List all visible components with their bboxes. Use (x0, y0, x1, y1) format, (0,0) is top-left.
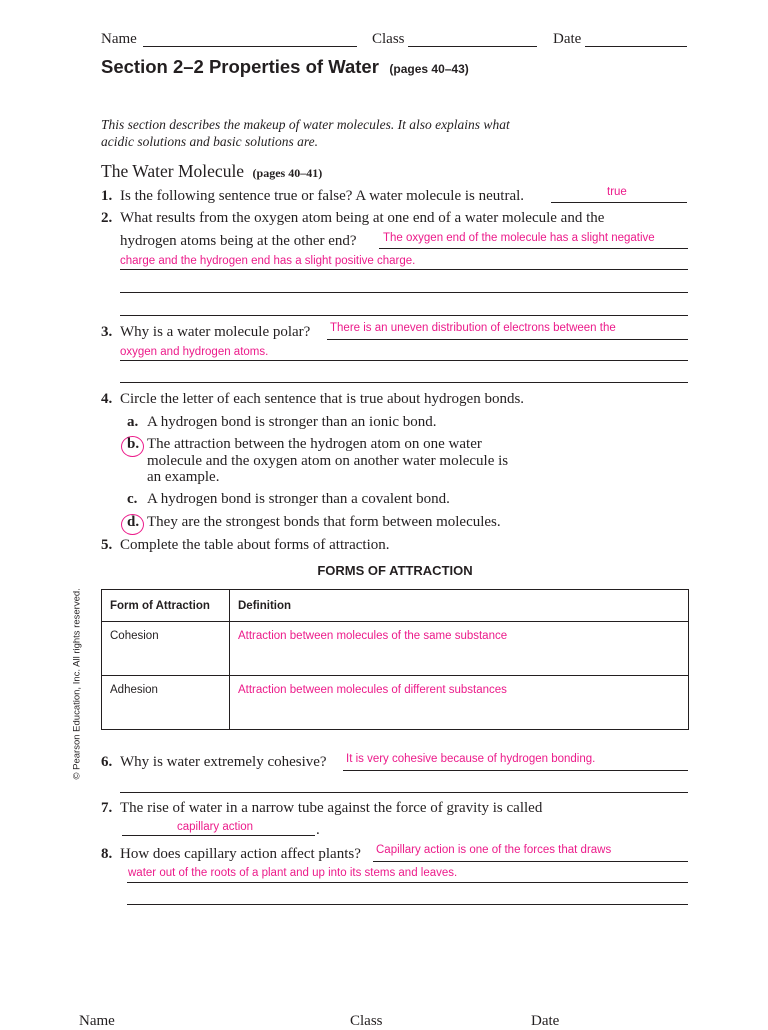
q2-number: 2. (101, 210, 113, 226)
q1-answer: true (607, 186, 627, 198)
class-label: Class (372, 31, 405, 47)
q5-text: Complete the table about forms of attraction. (120, 537, 390, 553)
q7-number: 7. (101, 800, 113, 816)
q7-text: The rise of water in a narrow tube against the force of gravity is called (120, 800, 543, 816)
q3-answer-line-2-text: oxygen and hydrogen atoms. (120, 346, 269, 358)
q8-answer-line-1-text: Capillary action is one of the forces that draws (376, 844, 612, 856)
section-pages: (pages 40–43) (389, 62, 469, 76)
table-header-row (102, 590, 689, 622)
copyright-notice: © Pearson Education, Inc. All rights reserved. (71, 588, 83, 780)
q4-option-c-letter[interactable]: c. (127, 491, 138, 507)
class-field[interactable] (408, 46, 537, 47)
date-label: Date (553, 31, 582, 47)
footer-date-label: Date (531, 1013, 560, 1029)
subsection-title-text: The Water Molecule (101, 161, 245, 181)
q2-answer-line-2[interactable] (120, 269, 688, 270)
section-title (101, 56, 469, 78)
q6-answer-line-2[interactable] (120, 792, 688, 793)
footer-name-label: Name (79, 1013, 115, 1029)
table-header-form: Form of Attraction (102, 590, 230, 622)
q2-answer-line-4[interactable] (120, 315, 688, 316)
intro-line-2: acidic solutions and basic solutions are. (101, 134, 318, 149)
q1-answer-line[interactable] (551, 202, 687, 203)
table-cell-form: Adhesion (102, 676, 230, 730)
q2-answer-line-2-text: charge and the hydrogen end has a slight positive charge. (120, 255, 416, 267)
q4-option-b-text-line-3: an example. (147, 469, 220, 485)
table-header-definition: Definition (230, 590, 689, 622)
q2-answer-line-3[interactable] (120, 292, 688, 293)
table-row (102, 676, 689, 730)
table-title: FORMS OF ATTRACTION (317, 563, 473, 578)
q8-text: How does capillary action affect plants? (120, 846, 361, 862)
footer-class-label: Class (350, 1013, 383, 1029)
subsection-title (101, 161, 322, 182)
name-field[interactable] (143, 46, 357, 47)
q3-answer-line-3[interactable] (120, 382, 688, 383)
q4-option-a-letter[interactable]: a. (127, 414, 139, 430)
q4-option-b-letter[interactable]: b. (127, 436, 140, 452)
intro-line-1: This section describes the makeup of water molecules. It also explains what (101, 117, 510, 132)
q4-text: Circle the letter of each sentence that is true about hydrogen bonds. (120, 391, 525, 407)
date-field[interactable] (585, 46, 687, 47)
q3-answer-line-1[interactable] (327, 339, 688, 340)
q4-option-d-letter[interactable]: d. (127, 514, 140, 530)
q4-option-d-text: They are the strongest bonds that form between molecules. (147, 514, 501, 530)
q7-answer-line[interactable] (122, 835, 315, 836)
q4-number: 4. (101, 391, 113, 407)
q3-answer-line-2[interactable] (120, 360, 688, 361)
q4-option-c-text: A hydrogen bond is stronger than a covalent bond. (147, 491, 450, 507)
table-cell-form: Cohesion (102, 622, 230, 676)
q2-text-line-1: What results from the oxygen atom being at one end of a water molecule and the (120, 210, 605, 226)
q3-text: Why is a water molecule polar? (120, 324, 311, 340)
q2-answer-line-1[interactable] (379, 248, 688, 249)
q4-option-a-text: A hydrogen bond is stronger than an ionic bond. (147, 414, 437, 430)
table-cell-definition[interactable]: Attraction between molecules of the same substance (230, 622, 689, 676)
q3-answer-line-1-text: There is an uneven distribution of electrons between the (330, 322, 616, 334)
q8-answer-line-3[interactable] (127, 904, 688, 905)
forms-of-attraction-table (101, 589, 689, 730)
q8-answer-line-2-text: water out of the roots of a plant and up into its stems and leaves. (128, 867, 458, 879)
section-intro (101, 116, 510, 150)
q4-option-b-text-line-2: molecule and the oxygen atom on another water molecule is (147, 453, 509, 469)
q2-answer-line-1-text: The oxygen end of the molecule has a slight negative (383, 232, 655, 244)
table-row (102, 622, 689, 676)
name-label: Name (101, 31, 137, 47)
subsection-pages: (pages 40–41) (252, 166, 323, 180)
q6-text: Why is water extremely cohesive? (120, 754, 327, 770)
q5-number: 5. (101, 537, 113, 553)
q3-number: 3. (101, 324, 113, 340)
q6-answer-line-1[interactable] (343, 770, 688, 771)
q8-number: 8. (101, 846, 113, 862)
table-cell-definition[interactable]: Attraction between molecules of different substances (230, 676, 689, 730)
q7-answer: capillary action (177, 821, 254, 833)
q6-number: 6. (101, 754, 113, 770)
q1-text: Is the following sentence true or false? A water molecule is neutral. (120, 188, 525, 204)
q4-option-b-text-line-1: The attraction between the hydrogen atom on one water (147, 436, 482, 452)
section-title-text: Section 2–2 Properties of Water (101, 56, 379, 77)
q2-text-line-2: hydrogen atoms being at the other end? (120, 233, 357, 249)
q7-end-period: . (316, 822, 320, 838)
q6-answer: It is very cohesive because of hydrogen bonding. (346, 753, 596, 765)
q8-answer-line-1[interactable] (373, 861, 688, 862)
q1-number: 1. (101, 188, 113, 204)
q8-answer-line-2[interactable] (127, 882, 688, 883)
